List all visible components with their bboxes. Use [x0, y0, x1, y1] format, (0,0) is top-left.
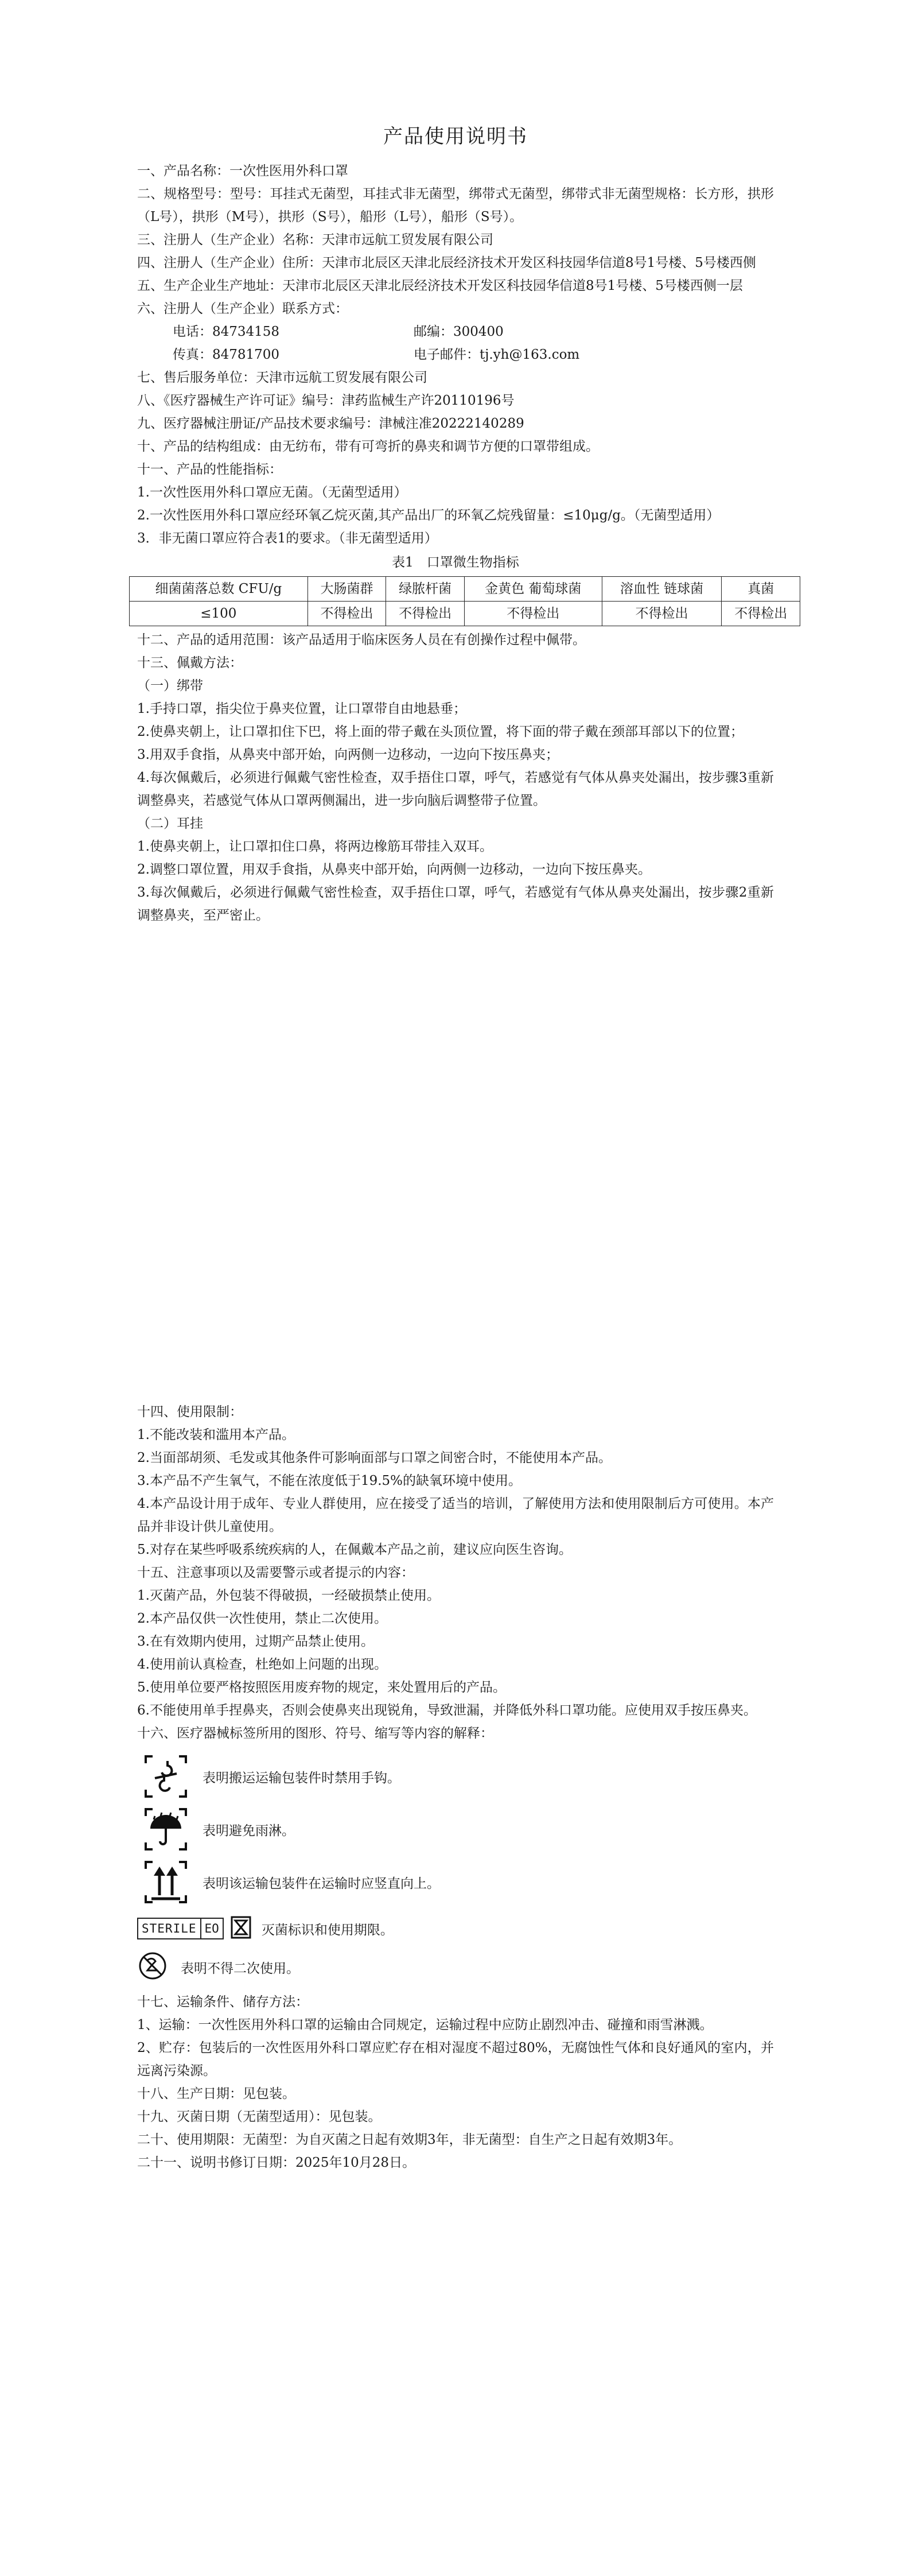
transport-detail: 1、运输：一次性医用外科口罩的运输由合同规定，运输过程中应防止剧烈冲击、碰撞和雨雪淋溅。	[137, 2018, 713, 2032]
wearing-tie-heading: （一）绑带	[137, 678, 203, 693]
precaution-2: 2.本产品仅供一次性使用，禁止二次使用。	[137, 1611, 387, 1626]
wearing-ear-step-1: 1.使鼻夹朝上，让口罩扣住口鼻，将两边橡筋耳带挂入双耳。	[137, 839, 493, 854]
item-symbols-heading: 十六、医疗器械标签所用的图形、符号、缩写等内容的解释：	[137, 1726, 493, 1741]
hourglass-expiry-icon	[231, 1916, 251, 1941]
header-streptococcus: 溶血性 链球菌	[602, 577, 722, 602]
symbol-row-sterile	[137, 1916, 774, 1941]
symbol-row-noreuse	[137, 1950, 774, 1984]
item-production-license: 八、《医疗器械生产许可证》编号：津药监械生产许20110196号	[137, 393, 515, 408]
contact-row-1	[137, 320, 774, 343]
table-caption: 表1 口罩微生物指标	[392, 555, 519, 570]
performance-1: 1.一次性医用外科口罩应无菌。（无菌型适用）	[137, 485, 407, 500]
restriction-1: 1.不能改装和滥用本产品。	[137, 1427, 295, 1442]
header-pseudomonas: 绿脓杆菌	[386, 577, 465, 602]
item-production-date: 十八、生产日期：见包装。	[137, 2086, 295, 2101]
header-coliform: 大肠菌群	[307, 577, 386, 602]
item-sterilization-date: 十九、灭菌日期（无菌型适用）：见包装。	[137, 2109, 381, 2124]
upper-section	[137, 160, 788, 927]
wearing-tie-step-1: 1.手持口罩，指尖位于鼻夹位置，让口罩带自由地悬垂；	[137, 701, 466, 716]
restriction-2: 2.当面部胡须、毛发或其他条件可影响面部与口罩之间密合时，不能使用本产品。	[137, 1450, 612, 1465]
symbol-noreuse-text: 表明不得二次使用。	[181, 1961, 299, 1976]
item-registrant-address: 四、注册人（生产企业）住所：天津市北辰区天津北辰经济技术开发区科技园华信道8号1号楼、5号楼西侧	[137, 255, 756, 270]
keep-dry-umbrella-icon	[137, 1806, 194, 1853]
table-header-row	[130, 577, 800, 602]
precaution-1: 1.灭菌产品，外包装不得破损，一经破损禁止使用。	[137, 1588, 440, 1603]
do-not-reuse-icon	[137, 1950, 174, 1984]
item-structure: 十、产品的结构组成：由无纺布，带有可弯折的鼻夹和调节方便的口罩带组成。	[137, 439, 599, 454]
item-performance-heading: 十一、产品的性能指标：	[137, 462, 282, 477]
wearing-ear-step-3: 3.每次佩戴后，必须进行佩戴气密性检查，双手捂住口罩，呼气，若感觉有气体从鼻夹处漏出，按步骤2重新调整鼻夹，至严密止。	[137, 885, 774, 923]
table-cell: 不得检出	[602, 602, 722, 626]
table-row	[130, 602, 800, 626]
symbol-arrows-text: 表明该运输包装件在运输时应竖直向上。	[203, 1876, 440, 1891]
item-precautions-heading: 十五、注意事项以及需要警示或者提示的内容：	[137, 1565, 414, 1580]
document-title: 产品使用说明书	[383, 125, 528, 148]
contact-row-2	[137, 343, 774, 366]
item-transport-heading: 十七、运输条件、储存方法：	[137, 1995, 309, 2009]
performance-3: 3．非无菌口罩应符合表1的要求。（非无菌型适用）	[137, 531, 438, 546]
wearing-ear-step-2: 2.调整口罩位置，用双手食指，从鼻夹中部开始，向两侧一边移动，一边向下按压鼻夹。	[137, 862, 651, 877]
eo-label-text: EO	[200, 1919, 223, 1938]
no-hook-icon	[137, 1753, 194, 1800]
item-revision-date: 二十一、说明书修订日期：2025年10月28日。	[137, 2155, 416, 2170]
symbol-row-arrows	[137, 1859, 774, 1906]
wearing-tie-step-2: 2.使鼻夹朝上，让口罩扣住下巴，将上面的带子戴在头顶位置，将下面的带子戴在颈部耳部以下的位置；	[137, 724, 743, 739]
wearing-tie-step-4: 4.每次佩戴后，必须进行佩戴气密性检查，双手捂住口罩，呼气，若感觉有气体从鼻夹处漏出，按步骤3重新调整鼻夹，若感觉气体从口罩两侧漏出，进一步向脑后调整带子位置。	[137, 770, 774, 808]
symbol-hook-text: 表明搬运运输包装件时禁用手钩。	[203, 1770, 400, 1786]
symbol-row-umbrella	[137, 1806, 774, 1853]
symbol-row-hook	[137, 1753, 774, 1800]
item-validity: 二十、使用期限：无菌型：为自灭菌之日起有效期3年，非无菌型：自生产之日起有效期3年。	[137, 2132, 682, 2147]
restriction-5: 5.对存在某些呼吸系统疾病的人，在佩戴本产品之前，建议应向医生咨询。	[137, 1542, 572, 1557]
table-cell: ≤100	[130, 602, 308, 626]
precaution-6: 6.不能使用单手捏鼻夹，否则会使鼻夹出现锐角，导致泄漏，并降低外科口罩功能。应使用双手按压鼻夹。	[137, 1703, 757, 1718]
wearing-ear-heading: （二）耳挂	[137, 816, 203, 831]
storage-detail: 2、贮存：包装后的一次性医用外科口罩应贮存在相对湿度不超过80%，无腐蚀性气体和良好通风的室内，并远离污染源。	[137, 2040, 774, 2078]
restriction-4: 4.本产品设计用于成年、专业人群使用，应在接受了适当的培训，了解使用方法和使用限制后方可使用。本产品并非设计供儿童使用。	[137, 1496, 774, 1534]
this-way-up-arrows-icon	[137, 1859, 194, 1906]
contact-postcode: 邮编：300400	[414, 324, 504, 339]
item-product-name: 一、产品名称：一次性医用外科口罩	[137, 164, 348, 179]
item-spec-model: 二、规格型号：型号：耳挂式无菌型，耳挂式非无菌型，绑带式无菌型，绑带式非无菌型规格：长方形，拱形（L号），拱形（M号），拱形（S号），船形（L号），船形（S号）。	[137, 187, 774, 224]
item-wearing-heading: 十三、佩戴方法：	[137, 655, 243, 670]
contact-phone: 电话：84734158	[173, 324, 280, 339]
header-total-bacteria: 细菌菌落总数 CFU/g	[130, 577, 308, 602]
precaution-3: 3.在有效期内使用，过期产品禁止使用。	[137, 1634, 374, 1649]
item-after-sales: 七、售后服务单位：天津市远航工贸发展有限公司	[137, 370, 427, 385]
table-cell: 不得检出	[464, 602, 602, 626]
wearing-tie-step-3: 3.用双手食指，从鼻夹中部开始，向两侧一边移动，一边向下按压鼻夹；	[137, 747, 559, 762]
sterile-label-text: STERILE	[142, 1922, 197, 1935]
lower-section	[137, 1400, 774, 2174]
item-registration-number: 九、医疗器械注册证/产品技术要求编号：津械注准20222140289	[137, 416, 524, 431]
item-production-address: 五、生产企业生产地址：天津市北辰区天津北辰经济技术开发区科技园华信道8号1号楼、5号楼西侧一层	[137, 278, 743, 293]
microbial-table	[129, 576, 800, 626]
sterile-eo-label	[137, 1918, 224, 1939]
symbol-sterile-text: 灭菌标识和使用期限。	[261, 1922, 394, 1938]
restriction-3: 3.本产品不产生氧气，不能在浓度低于19.5%的缺氧环境中使用。	[137, 1473, 522, 1488]
precaution-5: 5.使用单位要严格按照医用废弃物的规定，来处置用后的产品。	[137, 1680, 506, 1695]
performance-2: 2.一次性医用外科口罩应经环氧乙烷灭菌,其产品出厂的环氧乙烷残留量：≤10μg/g。（无菌型适用）	[137, 508, 720, 523]
header-staphylococcus: 金黄色 葡萄球菌	[464, 577, 602, 602]
contact-fax: 传真：84781700	[173, 347, 280, 362]
table-cell: 不得检出	[722, 602, 800, 626]
header-fungi: 真菌	[722, 577, 800, 602]
table-cell: 不得检出	[307, 602, 386, 626]
symbol-umbrella-text: 表明避免雨淋。	[203, 1823, 295, 1838]
item-restrictions-heading: 十四、使用限制：	[137, 1405, 243, 1419]
precaution-4: 4.使用前认真检查，杜绝如上问题的出现。	[137, 1657, 387, 1672]
table-cell: 不得检出	[386, 602, 465, 626]
contact-email: 电子邮件：tj.yh@163.com	[414, 347, 580, 362]
item-contact-heading: 六、注册人（生产企业）联系方式：	[137, 301, 348, 316]
item-registrant-name: 三、注册人（生产企业）名称：天津市远航工贸发展有限公司	[137, 232, 493, 247]
item-scope: 十二、产品的适用范围：该产品适用于临床医务人员在有创操作过程中佩带。	[137, 633, 586, 647]
